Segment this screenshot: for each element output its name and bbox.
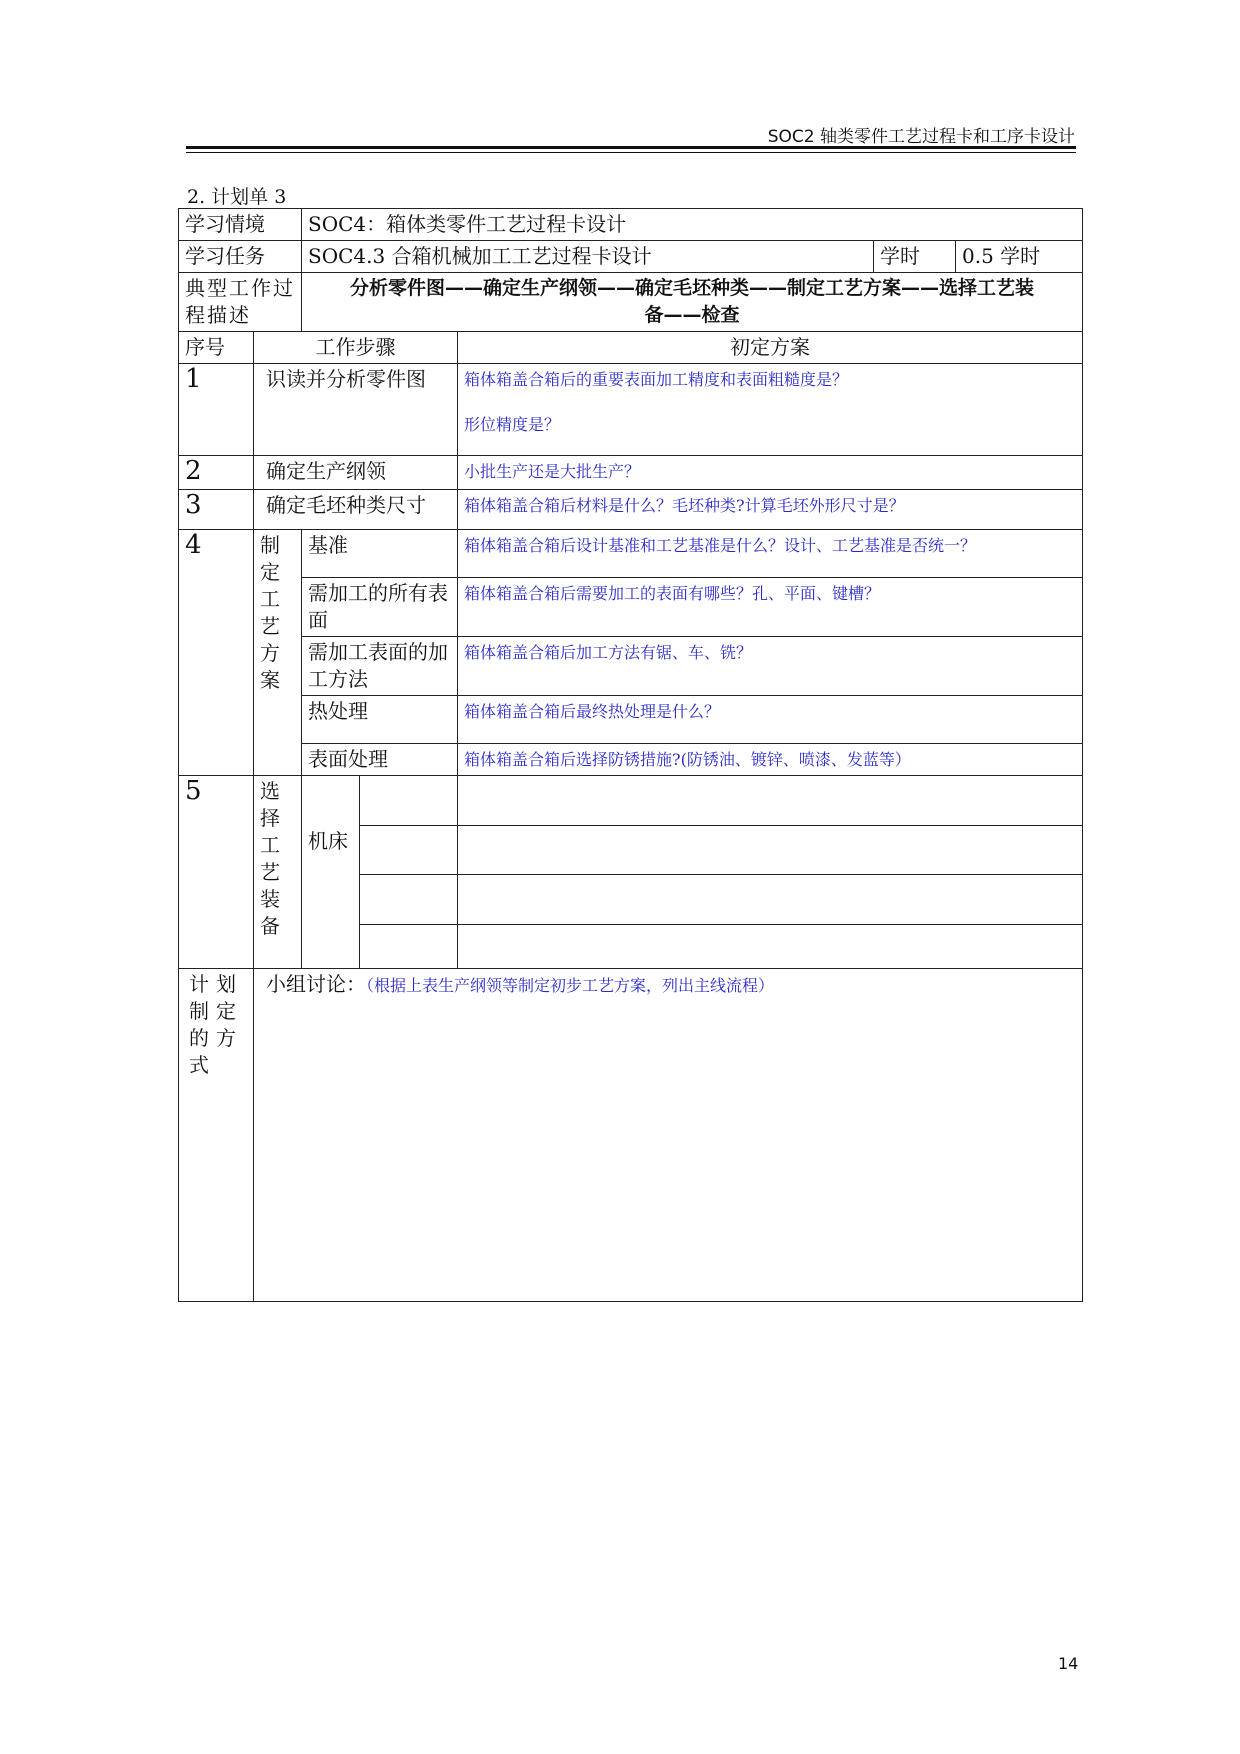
step-row-4d — [179, 696, 1083, 744]
step-1-plan-b: 形位精度是？ — [464, 415, 561, 434]
step-1-plan-a: 箱体箱盖合箱后的重要表面加工精度和表面粗糙度是？ — [464, 370, 849, 389]
machine-cell-1 — [360, 776, 458, 826]
situation-label: 学习情境 — [179, 209, 302, 241]
plan-method-label: 计划制定的方式 — [179, 969, 254, 1302]
step-4-group: 制定工艺方案 — [254, 530, 302, 776]
step-row-4a — [179, 530, 1083, 578]
step-3-name: 确定毛坯种类尺寸 — [254, 490, 458, 530]
step-2-no: 2 — [179, 456, 254, 490]
page-number: 14 — [1058, 1654, 1079, 1673]
step-2-plan: 小批生产还是大批生产？ — [458, 456, 1083, 490]
machine-plan-1 — [458, 776, 1083, 826]
step-5-sub: 机床 — [302, 776, 360, 969]
step-1-no: 1 — [179, 364, 254, 456]
machine-plan-3 — [458, 875, 1083, 925]
row-column-headers — [179, 332, 1083, 364]
task-label: 学习任务 — [179, 241, 302, 273]
step-5-no: 5 — [179, 776, 254, 969]
step-4-sub-4: 热处理 — [302, 696, 458, 744]
step-4-sub-3: 需加工表面的加工方法 — [302, 637, 458, 696]
step-5-group: 选择工艺装备 — [254, 776, 302, 969]
process-label: 典型工作过程描述 — [179, 273, 302, 332]
step-4-plan-2: 箱体箱盖合箱后需要加工的表面有哪些？孔、平面、键槽？ — [458, 578, 1083, 637]
plan-title: 2. 计划单 3 — [187, 186, 287, 208]
step-4-plan-1: 箱体箱盖合箱后设计基准和工艺基准是什么？设计、工艺基准是否统一？ — [458, 530, 1083, 578]
step-row-5a — [179, 776, 1083, 826]
step-4-plan-3: 箱体箱盖合箱后加工方法有锯、车、铣？ — [458, 637, 1083, 696]
task-value: SOC4.3 合箱机械加工工艺过程卡设计 — [302, 241, 874, 273]
step-4-sub-5: 表面处理 — [302, 744, 458, 776]
step-4-no: 4 — [179, 530, 254, 776]
machine-plan-2 — [458, 826, 1083, 875]
hours-value: 0.5 学时 — [956, 241, 1083, 273]
header-rule-thin — [186, 152, 1076, 153]
step-row-4b — [179, 578, 1083, 637]
process-value: 分析零件图——确定生产纲领——确定毛坯种类——制定工艺方案——选择工艺装备——检查 — [302, 273, 1083, 332]
hours-label: 学时 — [874, 241, 956, 273]
row-situation — [179, 209, 1083, 241]
discussion-label: 小组讨论： — [266, 972, 366, 996]
running-header: SOC2 轴类零件工艺过程卡和工序卡设计 — [767, 127, 1075, 147]
step-4-plan-5: 箱体箱盖合箱后选择防锈措施?(防锈油、镀锌、喷漆、发蓝等） — [458, 744, 1083, 776]
step-row-2 — [179, 456, 1083, 490]
col-header-no: 序号 — [179, 332, 254, 364]
step-row-4c — [179, 637, 1083, 696]
step-4-sub-1: 基准 — [302, 530, 458, 578]
step-1-plan — [458, 364, 1083, 456]
step-4-plan-4: 箱体箱盖合箱后最终热处理是什么？ — [458, 696, 1083, 744]
situation-value: SOC4：箱体类零件工艺过程卡设计 — [302, 209, 1083, 241]
step-row-3 — [179, 490, 1083, 530]
col-header-steps: 工作步骤 — [254, 332, 458, 364]
machine-cell-4 — [360, 925, 458, 969]
step-3-no: 3 — [179, 490, 254, 530]
row-task — [179, 241, 1083, 273]
step-row-1 — [179, 364, 1083, 456]
machine-cell-2 — [360, 826, 458, 875]
discussion-hint: （根据上表生产纲领等制定初步工艺方案，列出主线流程） — [366, 976, 775, 995]
step-4-sub-2: 需加工的所有表面 — [302, 578, 458, 637]
plan-method-content — [254, 969, 1083, 1302]
row-process — [179, 273, 1083, 332]
col-header-plan: 初定方案 — [458, 332, 1083, 364]
row-plan-method — [179, 969, 1083, 1302]
step-2-name: 确定生产纲领 — [254, 456, 458, 490]
plan-table — [178, 208, 1083, 1302]
machine-plan-4 — [458, 925, 1083, 969]
step-1-name: 识读并分析零件图 — [254, 364, 458, 456]
step-3-plan: 箱体箱盖合箱后材料是什么？毛坯种类?计算毛坯外形尺寸是？ — [458, 490, 1083, 530]
step-row-4e — [179, 744, 1083, 776]
machine-cell-3 — [360, 875, 458, 925]
header-rule-thick — [186, 146, 1076, 149]
